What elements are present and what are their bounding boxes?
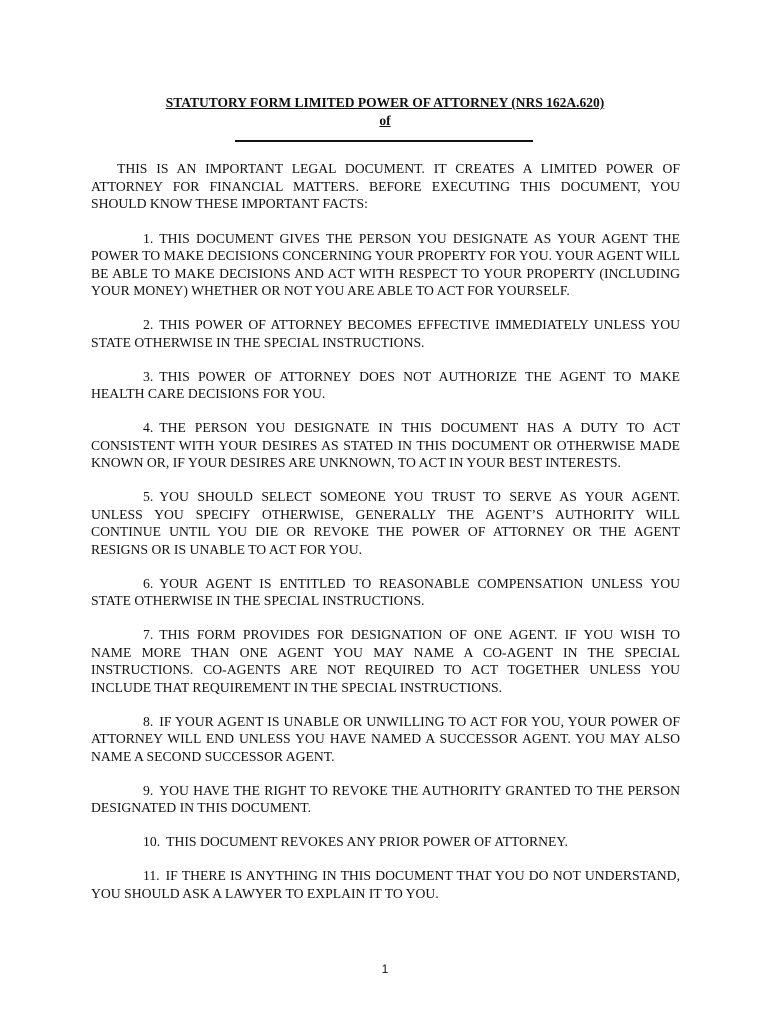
item-text: THIS FORM PROVIDES FOR DESIGNATION OF ONE AGENT. IF YOU WISH TO NAME MORE THAN ONE AGENT YOU MAY NAME A CO-AGENT IN THE SPECIAL INSTRUCTIONS. CO-AGENTS ARE NOT REQUIRED TO ACT TOGETHER UNLESS YOU INCLUDE THAT REQUIREMENT IN THE SPECIAL INSTRUCTIONS. (91, 627, 680, 695)
item-number: 5. (143, 489, 154, 504)
document-title-text: STATUTORY FORM LIMITED POWER OF ATTORNEY (NRS 162A.620) (165, 95, 605, 110)
list-item (91, 368, 680, 403)
item-number: 8. (143, 713, 154, 729)
item-text: YOU HAVE THE RIGHT TO REVOKE THE AUTHORITY GRANTED TO THE PERSON DESIGNATED IN THIS DOCUMENT. (91, 782, 680, 815)
item-number: 1. (143, 230, 154, 246)
list-item (91, 488, 680, 558)
item-number: 11. (143, 868, 160, 883)
item-text: THIS POWER OF ATTORNEY DOES NOT AUTHORIZE THE AGENT TO MAKE HEALTH CARE DECISIONS FOR YOU. (91, 368, 680, 401)
item-text: IF YOUR AGENT IS UNABLE OR UNWILLING TO ACT FOR YOU, YOUR POWER OF ATTORNEY WILL END UNLESS YOU HAVE NAMED A SUCCESSOR AGENT. YOU MAY ALSO NAME A SECOND SUCCESSOR AGENT. (91, 713, 680, 764)
intro-paragraph: THIS IS AN IMPORTANT LEGAL DOCUMENT. IT CREATES A LIMITED POWER OF ATTORNEY FOR FINANCIAL MATTERS. BEFORE EXECUTING THIS DOCUMENT, YOU SHOULD KNOW THESE IMPORTANT FACTS: (91, 161, 680, 211)
item-number: 2. (143, 317, 154, 332)
item-text: THIS POWER OF ATTORNEY BECOMES EFFECTIVE IMMEDIATELY UNLESS YOU STATE OTHERWISE IN THE SPECIAL INSTRUCTIONS. (91, 317, 680, 350)
document-subtitle (0, 112, 770, 129)
list-item (91, 419, 680, 472)
item-number: 6. (143, 575, 154, 591)
item-text: THIS DOCUMENT REVOKES ANY PRIOR POWER OF ATTORNEY. (166, 834, 568, 849)
page-number: 1 (381, 962, 389, 976)
list-item (91, 713, 680, 766)
item-number: 9. (143, 782, 154, 798)
principal-name-line (235, 140, 533, 142)
list-item (91, 782, 680, 817)
item-text: THE PERSON YOU DESIGNATE IN THIS DOCUMENT HAS A DUTY TO ACT CONSISTENT WITH YOUR DESIRES AS STATED IN THIS DOCUMENT OR OTHERWISE MADE KNOWN OR, IF YOUR DESIRES ARE UNKNOWN, TO ACT IN YOUR BEST INTERESTS. (91, 420, 680, 470)
document-title (0, 94, 770, 111)
list-item (91, 867, 680, 902)
item-number: 4. (143, 420, 154, 435)
list-item (91, 316, 680, 351)
item-text: IF THERE IS ANYTHING IN THIS DOCUMENT THAT YOU DO NOT UNDERSTAND, YOU SHOULD ASK A LAWYER TO EXPLAIN IT TO YOU. (91, 868, 680, 901)
list-item (91, 230, 680, 300)
item-number: 10. (143, 834, 161, 849)
document-subtitle-text: of (379, 113, 391, 128)
item-text: YOU SHOULD SELECT SOMEONE YOU TRUST TO SERVE AS YOUR AGENT. UNLESS YOU SPECIFY OTHERWISE, GENERALLY THE AGENT’S AUTHORITY WILL CONTINUE UNTIL YOU DIE OR REVOKE THE POWER OF ATTORNEY OR THE AGENT RESIGNS OR IS UNABLE TO ACT FOR YOU. (91, 489, 680, 557)
item-text: YOUR AGENT IS ENTITLED TO REASONABLE COMPENSATION UNLESS YOU STATE OTHERWISE IN THE SPECIAL INSTRUCTIONS. (91, 575, 680, 608)
item-number: 7. (143, 627, 154, 642)
item-number: 3. (143, 368, 154, 384)
list-item (91, 626, 680, 696)
document-body (91, 160, 680, 919)
item-text: THIS DOCUMENT GIVES THE PERSON YOU DESIGNATE AS YOUR AGENT THE POWER TO MAKE DECISIONS CONCERNING YOUR PROPERTY FOR YOU. YOUR AGENT WILL BE ABLE TO MAKE DECISIONS AND ACT WITH RESPECT TO YOUR PROPERTY (INCLUDING YOUR MONEY) WHETHER OR NOT YOU ARE ABLE TO ACT FOR YOURSELF. (91, 230, 680, 298)
list-item (91, 575, 680, 610)
list-item (91, 833, 680, 851)
